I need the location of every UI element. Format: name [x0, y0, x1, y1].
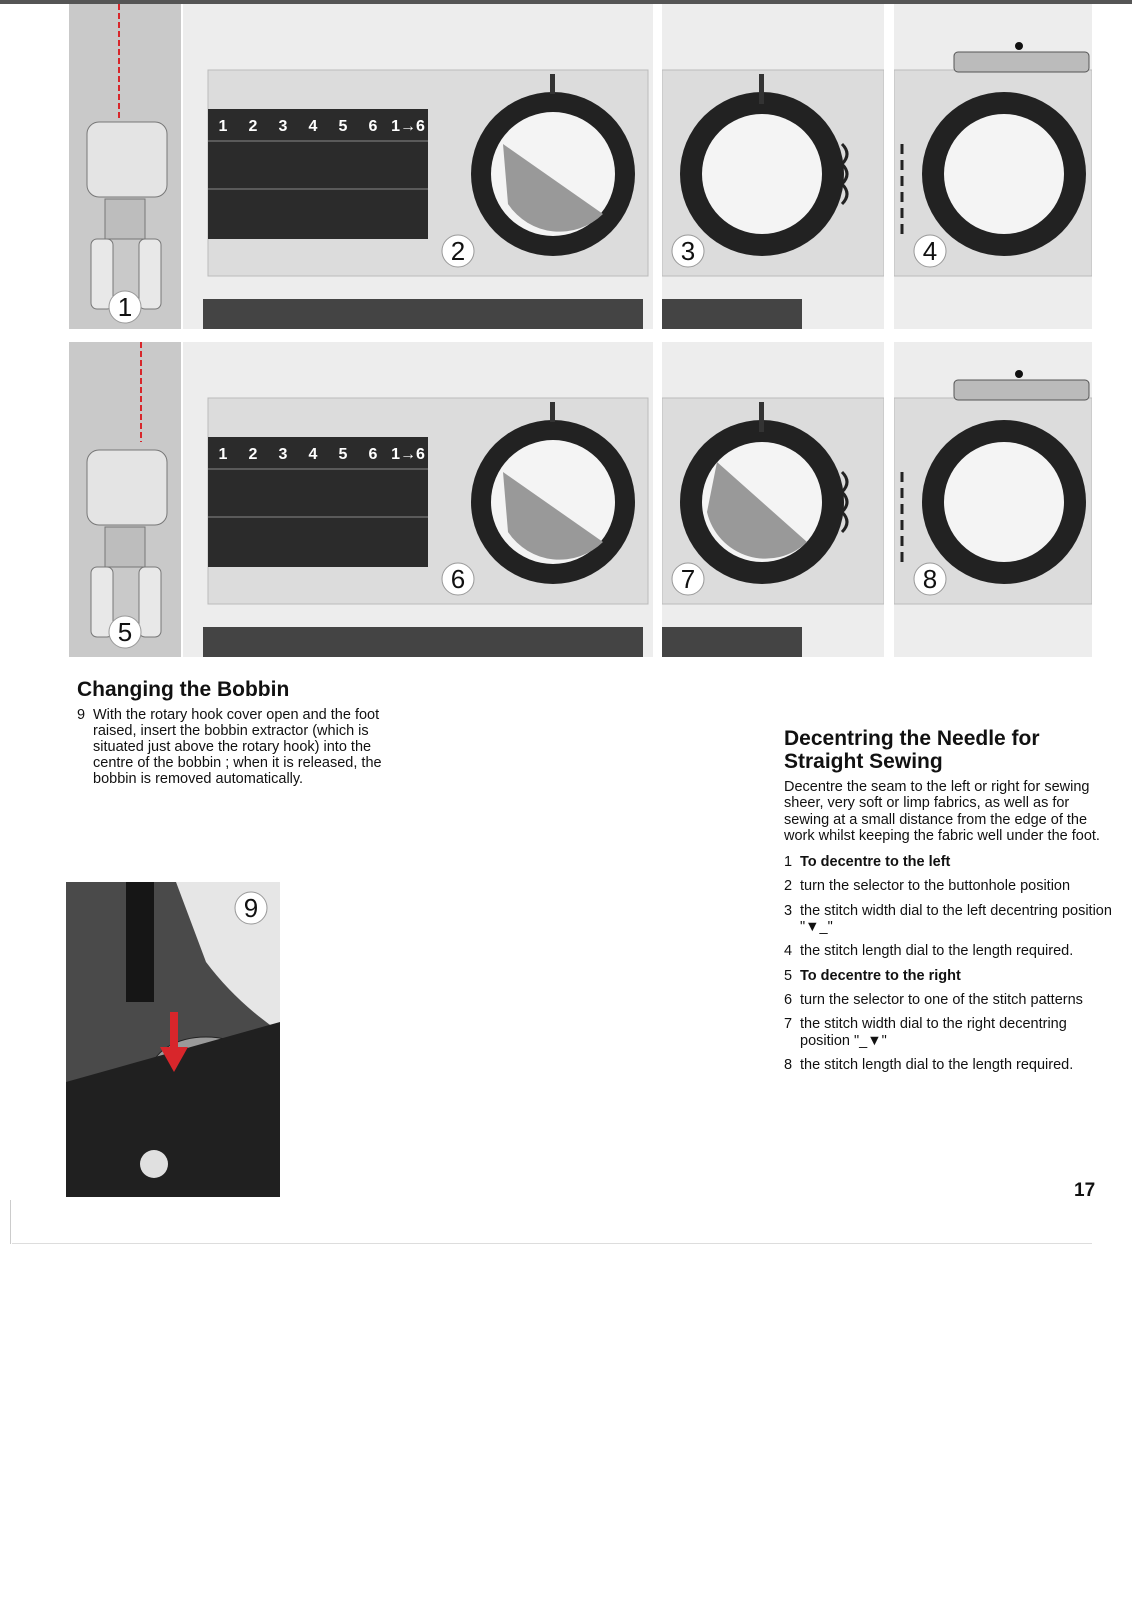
selector-tab-all: 1→6 [391, 118, 425, 135]
selector-tab-3: 3 [278, 118, 288, 135]
presser-foot-photo-5 [69, 342, 181, 657]
selector-tab-5: 5 [338, 118, 348, 135]
step-text: the stitch length dial to the length required. [800, 1056, 1074, 1073]
pattern-selector-panel-2 [183, 4, 653, 329]
presser-foot-photo-1 [69, 4, 181, 329]
stitch-width-dial-photo-3 [662, 4, 884, 329]
decentring-intro: Decentre the seam to the left or right for sewing sheer, very soft or limp fabrics, as well as for sewing at a small distance from the edge of the work whilst keeping the fabric well under the foot. [784, 779, 1100, 844]
changing-bobbin-title: Changing the Bobbin [77, 678, 290, 701]
selector-tab-2: 2 [248, 446, 258, 463]
step-text: turn the selector to one of the stitch patterns [800, 991, 1083, 1008]
selector-tab-4: 4 [308, 446, 318, 463]
figure-number-4: 4 [922, 236, 938, 266]
selector-tab-4: 4 [308, 118, 318, 135]
pattern-selector-panel-6 [183, 342, 653, 657]
decentring-step-4 [784, 943, 1114, 959]
step-number: 3 [784, 902, 793, 919]
bottom-rule [12, 1243, 1092, 1244]
figure-number-7: 7 [680, 564, 696, 594]
selector-tab-all: 1→6 [391, 446, 425, 463]
selector-tab-1: 1 [218, 118, 228, 135]
changing-bobbin-section [77, 678, 397, 787]
figure-number-2: 2 [450, 236, 466, 266]
figure-number-5: 5 [117, 617, 133, 647]
selector-tab-1: 1 [218, 446, 228, 463]
figure-number-6: 6 [450, 564, 466, 594]
bobbin-step-text: With the rotary hook cover open and the foot raised, insert the bobbin extractor (which is situated just above the rotary hook) into the centre of the bobbin ; when it is released, the bobbin is removed automatically. [93, 707, 382, 787]
decentring-steps [784, 854, 1114, 1073]
step-text: To decentre to the right [800, 967, 961, 984]
selector-tab-3: 3 [278, 446, 288, 463]
step-text: the stitch width dial to the left decentring position "▼_" [800, 902, 1112, 936]
figure-number-1: 1 [117, 292, 133, 322]
stitch-length-dial-photo-8 [894, 342, 1092, 657]
step-text: the stitch width dial to the right decentring position "_▼" [800, 1016, 1067, 1049]
step-number: 2 [784, 878, 793, 895]
step-number: 7 [784, 1016, 793, 1033]
decentring-step-1 [784, 854, 1114, 870]
decentring-step-3 [784, 903, 1114, 936]
decentring-step-2 [784, 878, 1114, 894]
decentring-step-6 [784, 992, 1114, 1008]
decentring-step-5 [784, 968, 1114, 984]
figure-number-3: 3 [680, 236, 696, 266]
bobbin-extractor-photo-9 [66, 882, 280, 1197]
selector-tab-6: 6 [368, 118, 378, 135]
step-number: 6 [784, 991, 793, 1008]
decentring-step-7 [784, 1016, 1114, 1049]
selector-tab-6: 6 [368, 446, 378, 463]
decentring-needle-section [784, 727, 1114, 1073]
bobbin-step [77, 707, 397, 787]
step-number: 1 [784, 854, 793, 871]
page-number: 17 [1074, 1180, 1096, 1201]
decentring-step-8 [784, 1057, 1114, 1073]
bobbin-step-number: 9 [77, 707, 86, 723]
selector-tab-5: 5 [338, 446, 348, 463]
figure-number-9: 9 [243, 893, 259, 923]
step-number: 8 [784, 1056, 793, 1073]
decentring-title: Decentring the Needle for Straight Sewing [784, 727, 1040, 773]
figure-number-8: 8 [922, 564, 938, 594]
step-text: turn the selector to the buttonhole position [800, 878, 1071, 895]
left-rule [10, 1200, 11, 1244]
step-text: To decentre to the left [800, 854, 951, 871]
step-text: the stitch length dial to the length required. [800, 943, 1074, 960]
step-number: 4 [784, 943, 793, 960]
stitch-width-dial-photo-7 [662, 342, 884, 657]
stitch-length-dial-photo-4 [894, 4, 1092, 329]
step-number: 5 [784, 967, 793, 984]
selector-tab-2: 2 [248, 118, 258, 135]
